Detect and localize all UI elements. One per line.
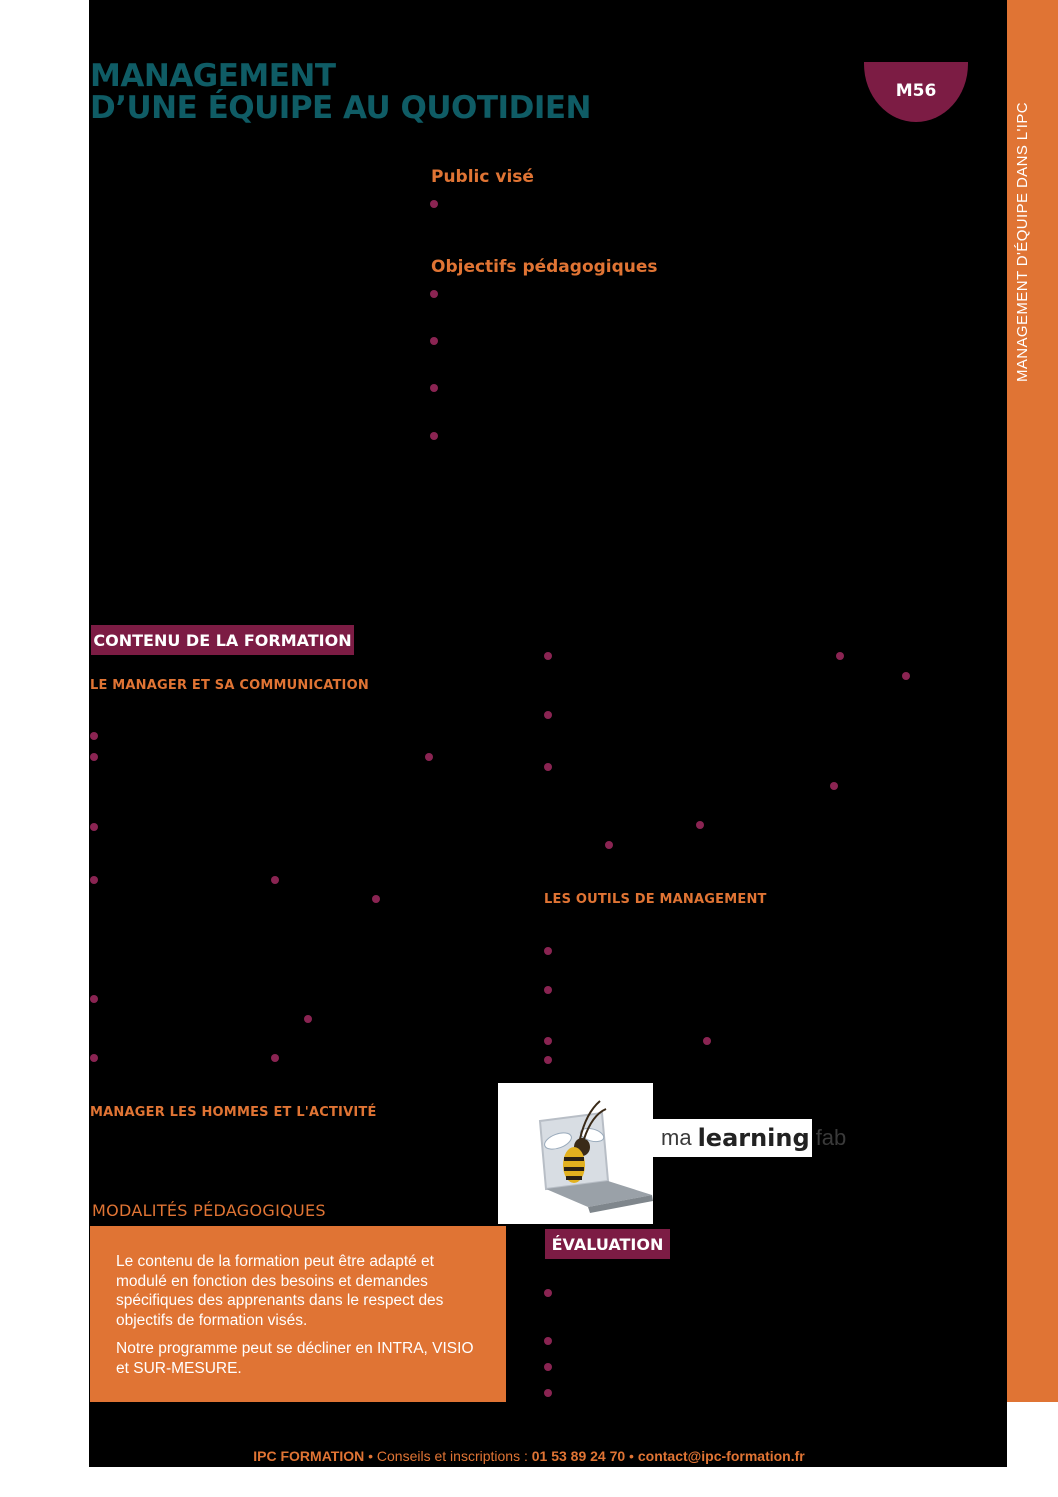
wordmark-right: fab (815, 1125, 847, 1150)
bullet-dot (544, 986, 552, 994)
learning-fab-logo (498, 1083, 653, 1224)
bullet-dot (544, 1389, 552, 1397)
bullet-dot (544, 763, 552, 771)
contenu-label: CONTENU DE LA FORMATION (91, 625, 354, 655)
bullet-dot (90, 1054, 98, 1062)
bullet-dot (544, 652, 552, 660)
bullet-dot (430, 384, 438, 392)
outils-heading: LES OUTILS DE MANAGEMENT (544, 892, 767, 907)
bullet-dot (90, 753, 98, 761)
evaluation-label: ÉVALUATION (545, 1229, 670, 1259)
bullet-dot (544, 711, 552, 719)
bullet-dot (425, 753, 433, 761)
footer-separator: • (625, 1448, 638, 1464)
bullet-dot (544, 1363, 552, 1371)
bullet-dot (304, 1015, 312, 1023)
bullet-dot (271, 876, 279, 884)
bullet-dot (605, 841, 613, 849)
bullet-dot (544, 1037, 552, 1045)
bullet-dot (544, 1337, 552, 1345)
page-footer (0, 1448, 1058, 1464)
bullet-dot (830, 782, 838, 790)
title-line-1: MANAGEMENT (90, 58, 336, 94)
wordmark-middle: learning (697, 1124, 810, 1152)
modalites-paragraph-2: Notre programme peut se décliner en INTRA, VISIO et SUR-MESURE. (116, 1340, 474, 1377)
modalites-panel (90, 1226, 506, 1402)
course-code-badge: M56 (864, 62, 968, 122)
footer-phone[interactable]: 01 53 89 24 70 (531, 1448, 626, 1464)
objectifs-heading: Objectifs pédagogiques (431, 257, 658, 277)
bullet-dot (430, 337, 438, 345)
sidebar-label: MANAGEMENT D'ÉQUIPE DANS L'IPC (1014, 101, 1031, 382)
bullet-dot (372, 895, 380, 903)
bullet-dot (696, 821, 704, 829)
footer-email[interactable]: contact@ipc-formation.fr (637, 1448, 805, 1464)
bullet-dot (430, 290, 438, 298)
footer-label: Conseils et inscriptions : (376, 1448, 532, 1464)
title-line-2: D’UNE ÉQUIPE AU QUOTIDIEN (90, 90, 591, 126)
bullet-dot (544, 1289, 552, 1297)
bullet-dot (902, 672, 910, 680)
footer-brand: IPC FORMATION (253, 1448, 365, 1464)
modalites-paragraph-1: Le contenu de la formation peut être adapté et modulé en fonction des besoins et demandes spécifiques des apprenants dans le respect des objectifs de formation visés. (116, 1253, 444, 1329)
public-vise-heading: Public visé (431, 167, 534, 187)
bullet-dot (271, 1054, 279, 1062)
footer-separator: • (364, 1448, 377, 1464)
bullet-dot (703, 1037, 711, 1045)
page-title (90, 60, 591, 124)
bee-laptop-icon (498, 1083, 653, 1224)
bullet-dot (430, 200, 438, 208)
bullet-dot (544, 1056, 552, 1064)
manager-communication-heading: LE MANAGER ET SA COMMUNICATION (90, 678, 369, 693)
bullet-dot (90, 876, 98, 884)
modalites-heading: MODALITÉS PÉDAGOGIQUES (92, 1201, 326, 1220)
manager-hommes-heading: MANAGER LES HOMMES ET L'ACTIVITÉ (90, 1105, 377, 1120)
learning-fab-wordmark (653, 1119, 847, 1157)
wordmark-left: ma (661, 1125, 692, 1150)
bullet-dot (836, 652, 844, 660)
bullet-dot (544, 947, 552, 955)
bullet-dot (430, 432, 438, 440)
bullet-dot (90, 732, 98, 740)
bullet-dot (90, 823, 98, 831)
bullet-dot (90, 995, 98, 1003)
